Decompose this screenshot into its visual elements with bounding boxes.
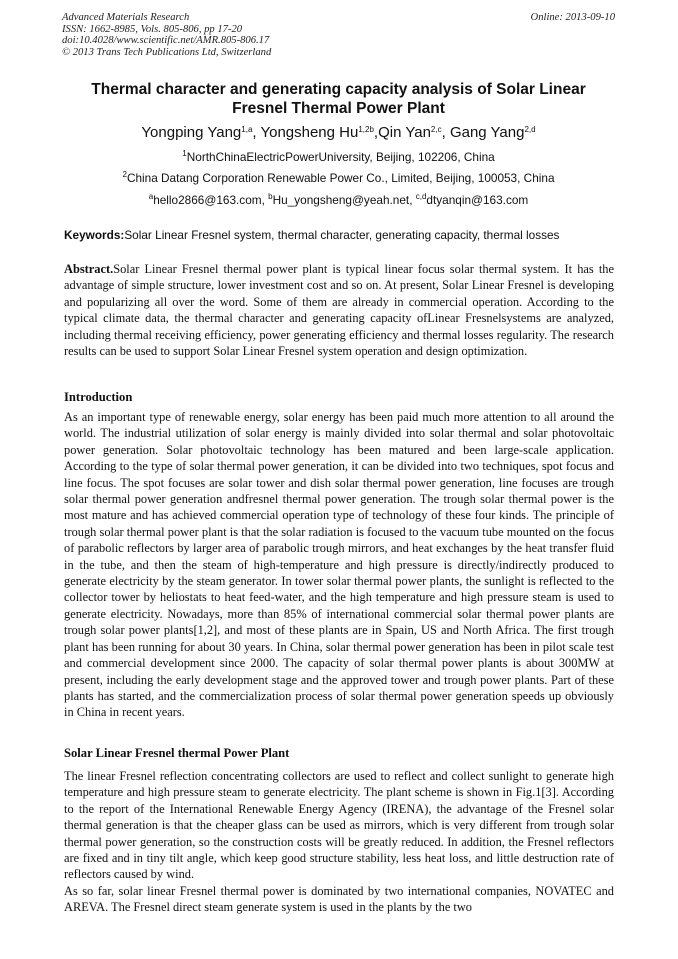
author-name: Qin Yan [378, 124, 431, 141]
copyright-line: © 2013 Trans Tech Publications Ltd, Switzerland [62, 46, 272, 58]
online-date: Online: 2013-09-10 [530, 12, 615, 23]
section-heading-introduction: Introduction [64, 390, 133, 404]
affiliation-2: $^2$China Datang Corporation Renewable Power Co., Limited, Beijing, 100053, China [122, 170, 555, 185]
body-paragraph: As an important type of renewable energy, solar energy has been paid much more attention to all around the world. The industrial utilization of solar energy is mainly divided into solar thermal and solar photovoltaic power generation. Solar photovoltaic technology has been matured and been large-scale application. According to the type of solar thermal power generation, it can be divided into two techniques, spot focus and line focus. The spot focuses are solar tower and dish solar thermal power generation, line focuses are trough solar thermal power generation andfresnel thermal power generation. The trough solar thermal power is the most mature and has achieved commercial operation type of technology of these four kinds. The principle of trough solar thermal power plant is that the solar radiation is focused to the vacuum tube mounted on the focus of parabolic reflectors by larger area of parabolic trough mirrors, and heat exchanges by the heat transfer fluid in the tube, and then the steam of high-temperature and high pressure is directly/indirectly produced to generate electricity by the steam generator. In tower solar thermal power plants, the sunlight is reflected to the collector tower by heliostats to heat feed-water, and the high temperature and high pressure steam is used to generate electricity. Nowadays, more than 85% of international commercial solar thermal power plants are trough solar power plants[1,2], and most of these plants are in Spain, US and North Africa. The first trough plant has been running for about 30 years. In China, solar thermal power generation has been in pilot scale test and commercial development since 2000. The capacity of solar thermal power plants is about 300MW at present, including the early development stage and the approved tower and trough power plants. Part of these plants has started, and the commercialization process of solar thermal power generation speeds up obviously in China in recent years. [64, 410, 614, 720]
body-paragraph: As so far, solar linear Fresnel thermal power is dominated by two international companies, NOVATEC and AREVA. The Fresnel direct steam generate system is used in the plants by the two [64, 884, 614, 915]
abstract-label: Abstract. [64, 262, 114, 276]
author-superscript: 2,c [430, 125, 442, 134]
email-link[interactable]: Hu_yongsheng@yeah.net, [272, 193, 416, 207]
paper-title: Thermal character and generating capacity analysis of Solar Linear Fresnel Thermal Power Plant [91, 81, 586, 117]
author-superscript: 2,d [524, 125, 536, 134]
body-paragraph: The linear Fresnel reflection concentrating collectors are used to reflect and collect sunlight to generate high temperature and high pressure steam to generate electricity. The plant scheme is shown in Fig.1[3]. According to the report of the International Renewable Energy Agency (IRENA), the advantage of the Fresnel solar thermal generation is that the cheaper glass can be used as mirrors, which is very different from trough solar thermal power generation, so the construction costs will be greatly reduced. In addition, the Fresnel reflectors are fixed and in tiny tilt angle, which keep good structure stability, less heat loss, and little destruction rate of reflectors caused by wind. [64, 769, 614, 882]
author-list: Yongping Yang$^{1,a}$, Yongsheng $Hu^{1,2b},Qin$ Yan$^{2,c}$, Gang Yang$^{2,d}$ [141, 124, 536, 141]
author-name: Gang Yang [449, 124, 525, 141]
email-link[interactable]: hello2866@163.com, [153, 193, 269, 207]
issn-line: ISSN: 1662-8985, Vols. 805-806, pp 17-20 [62, 23, 243, 35]
section-heading-fresnel-plant: Solar Linear Fresnel thermal Power Plant [64, 746, 290, 760]
author-emails: $^a$hello2866@163.com, $^b$Hu_yongsheng@yeah.net, $^{c,d}$dtyanqin@163.com [148, 192, 529, 207]
author-superscript: 1,a [241, 125, 253, 134]
abstract-paragraph: Abstract.Solar Linear Fresnel thermal power plant is typical linear focus solar thermal system. It has the advantage of simple structure, lower investment cost and so on. At present, Solar Linear Fresnel is developing and popularizing all over the word. Some of them are already in commercial operation. According to the typical climate data, the thermal character and generating capacity ofLinear Fresnelsystems are analyzed, including thermal receiving efficiency, power generating efficiency and thermal losses regularity. The research results can be used to support Solar Linear Fresnel system operation and design optimization. [64, 262, 614, 359]
journal-name: Advanced Materials Research [62, 12, 190, 23]
keywords-label: Keywords: [64, 228, 125, 242]
keywords [64, 228, 624, 242]
journal-header [62, 12, 615, 58]
affiliation-1: $^1$NorthChinaElectricPowerUniversity, Beijing, 102206, China [182, 149, 495, 164]
author-name: Yongsheng Hu [260, 124, 359, 141]
email-link[interactable]: dtyanqin@163.com [426, 193, 529, 207]
author-superscript: 1,2b [358, 125, 374, 134]
keywords-text: Solar Linear Fresnel system, thermal character, generating capacity, thermal losses [124, 228, 560, 242]
doi-line: doi:10.4028/www.scientific.net/AMR.805-806.17 [62, 35, 270, 47]
author-name: Yongping Yang [141, 124, 242, 141]
